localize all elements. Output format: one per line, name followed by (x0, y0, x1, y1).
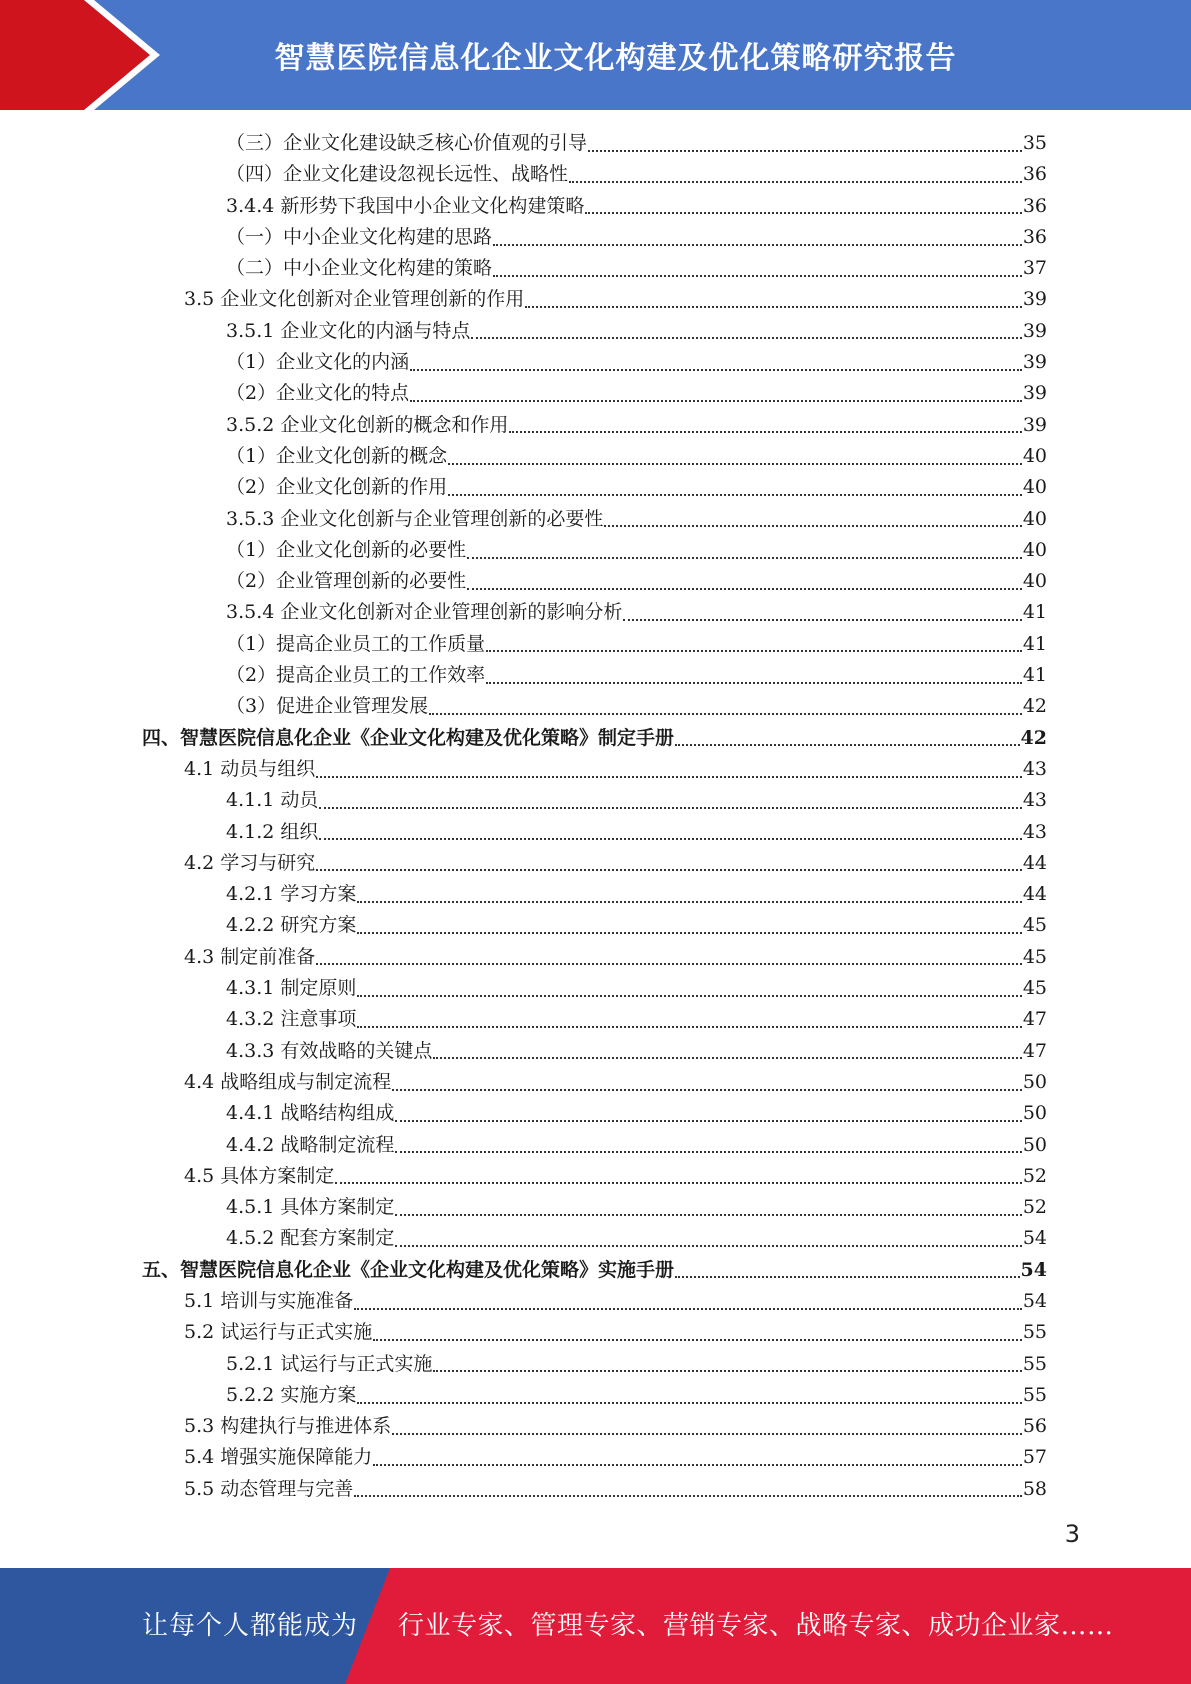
dot-leader (525, 306, 1022, 308)
toc-entry-page: 40 (1022, 507, 1047, 530)
toc-entry-title: 4.3 制定前准备 (184, 945, 316, 968)
dot-leader (467, 588, 1022, 590)
dot-leader (316, 869, 1022, 871)
toc-entry[interactable] (0, 1036, 1191, 1067)
toc-entry-page: 55 (1022, 1321, 1047, 1344)
toc-entry[interactable] (0, 347, 1191, 378)
toc-entry-page: 40 (1022, 476, 1047, 499)
toc-entry-title: （二）中小企业文化构建的策略 (226, 257, 493, 280)
toc-entry-page: 42 (1020, 726, 1047, 749)
toc-entry-page: 41 (1022, 664, 1047, 687)
toc-entry[interactable] (0, 316, 1191, 347)
footer-slogan-left: 让每个人都能成为 (142, 1611, 359, 1641)
footer-slogan-right: 行业专家、管理专家、营销专家、战略专家、成功企业家…… (398, 1611, 1114, 1641)
toc-entry-title: （三）企业文化建设缺乏核心价值观的引导 (226, 132, 588, 154)
dot-leader (357, 995, 1021, 997)
dot-leader (410, 369, 1022, 371)
dot-leader (316, 963, 1022, 965)
toc-entry[interactable] (0, 848, 1191, 879)
toc-entry-title: 4.2 学习与研究 (184, 851, 316, 874)
toc-entry-title: 五、智慧医院信息化企业《企业文化构建及优化策略》实施手册 (142, 1258, 675, 1281)
toc-entry-page: 40 (1022, 570, 1047, 593)
dot-leader (357, 1402, 1021, 1404)
toc-entry-page: 44 (1022, 883, 1047, 906)
toc-entry-page: 39 (1022, 413, 1047, 436)
toc-entry-title: 3.5 企业文化创新对企业管理创新的作用 (184, 288, 525, 311)
toc-entry[interactable] (0, 159, 1191, 190)
toc-entry-title: 4.1.1 动员 (226, 789, 319, 812)
dot-leader (433, 1057, 1021, 1059)
toc-entry-page: 50 (1022, 1070, 1047, 1093)
toc-entry[interactable] (0, 1317, 1191, 1348)
toc-entry[interactable] (0, 1067, 1191, 1098)
toc-entry[interactable] (0, 754, 1191, 785)
page-header (0, 0, 1191, 110)
toc-entry-page: 43 (1022, 789, 1047, 812)
toc-entry-title: 5.1 培训与实施准备 (184, 1289, 354, 1312)
toc-entry[interactable] (0, 1098, 1191, 1129)
dot-leader (392, 1433, 1022, 1435)
toc-entry-title: （3）促进企业管理发展 (226, 695, 429, 718)
toc-entry-title: 4.2.2 研究方案 (226, 914, 357, 937)
toc-entry[interactable] (0, 910, 1191, 941)
dot-leader (467, 557, 1022, 559)
toc-entry-page: 40 (1022, 538, 1047, 561)
toc-entry-page: 39 (1022, 382, 1047, 405)
toc-entry[interactable] (0, 973, 1191, 1004)
dot-leader (319, 838, 1021, 840)
toc-entry[interactable] (0, 128, 1191, 159)
toc-entry-page: 54 (1022, 1289, 1047, 1312)
toc-entry-page: 52 (1022, 1196, 1047, 1219)
toc-entry-page: 39 (1022, 351, 1047, 374)
toc-entry[interactable] (0, 785, 1191, 816)
toc-entry-title: （1）企业文化创新的必要性 (226, 538, 467, 561)
page-footer (0, 1568, 1191, 1684)
toc-entry-page: 36 (1022, 163, 1047, 186)
dot-leader (395, 1120, 1021, 1122)
toc-entry-page: 47 (1022, 1008, 1047, 1031)
toc-entry-title: 3.5.4 企业文化创新对企业管理创新的影响分析 (226, 601, 623, 624)
toc-entry-page: 45 (1022, 945, 1047, 968)
toc-entry[interactable] (0, 1442, 1191, 1473)
toc-entry-title: 4.3.2 注意事项 (226, 1008, 357, 1031)
dot-leader (354, 1308, 1022, 1310)
dot-leader (357, 901, 1021, 903)
dot-leader (588, 150, 1022, 152)
toc-entry-title: （1）企业文化的内涵 (226, 351, 410, 374)
dot-leader (623, 619, 1021, 621)
toc-entry-title: 3.4.4 新形势下我国中小企业文化构建策略 (226, 194, 585, 217)
dot-leader (410, 400, 1022, 402)
toc-entry[interactable] (0, 284, 1191, 315)
toc-entry[interactable] (0, 817, 1191, 848)
toc-entry[interactable] (0, 1255, 1191, 1286)
toc-entry-page: 39 (1022, 319, 1047, 342)
dot-leader (433, 1370, 1021, 1372)
toc-entry[interactable] (0, 1161, 1191, 1192)
toc-entry[interactable] (0, 535, 1191, 566)
toc-entry-title: （一）中小企业文化构建的思路 (226, 225, 493, 248)
dot-leader (675, 1276, 1020, 1278)
toc-entry-page: 55 (1022, 1352, 1047, 1375)
toc-entry-title: （2）企业文化的特点 (226, 382, 410, 405)
toc-entry[interactable] (0, 723, 1191, 754)
toc-entry-title: （2）企业管理创新的必要性 (226, 570, 467, 593)
toc-entry-title: 4.5.2 配套方案制定 (226, 1227, 395, 1250)
toc-entry-page: 50 (1022, 1102, 1047, 1125)
red-chevron-decoration (0, 0, 150, 110)
toc-entry[interactable] (0, 1223, 1191, 1254)
toc-entry-page: 36 (1022, 194, 1047, 217)
dot-leader (675, 744, 1020, 746)
toc-entry-title: 四、智慧医院信息化企业《企业文化构建及优化策略》制定手册 (142, 726, 675, 749)
toc-entry-page: 37 (1022, 257, 1047, 280)
toc-entry[interactable] (0, 191, 1191, 222)
toc-entry-title: 4.5 具体方案制定 (184, 1164, 335, 1187)
dot-leader (357, 932, 1021, 934)
dot-leader (335, 1182, 1022, 1184)
toc-entry-page: 42 (1022, 695, 1047, 718)
dot-leader (373, 1339, 1022, 1341)
toc-entry-page: 44 (1022, 851, 1047, 874)
toc-entry[interactable] (0, 629, 1191, 660)
dot-leader (569, 181, 1022, 183)
toc-entry[interactable] (0, 504, 1191, 535)
toc-entry-page: 52 (1022, 1164, 1047, 1187)
report-title: 智慧医院信息化企业文化构建及优化策略研究报告 (274, 41, 957, 76)
toc-entry-title: 5.2 试运行与正式实施 (184, 1321, 373, 1344)
toc-entry-page: 45 (1022, 977, 1047, 1000)
dot-leader (585, 212, 1021, 214)
toc-entry-page: 58 (1022, 1477, 1047, 1500)
toc-entry-page: 56 (1022, 1415, 1047, 1438)
toc-entry-title: 3.5.2 企业文化创新的概念和作用 (226, 413, 509, 436)
toc-entry[interactable] (0, 222, 1191, 253)
toc-entry-title: （2）提高企业员工的工作效率 (226, 664, 486, 687)
toc-entry[interactable] (0, 410, 1191, 441)
toc-entry-title: 4.1 动员与组织 (184, 757, 316, 780)
toc-entry-title: 5.2.2 实施方案 (226, 1383, 357, 1406)
dot-leader (486, 682, 1022, 684)
toc-entry-title: 4.3.3 有效战略的关键点 (226, 1039, 433, 1062)
toc-entry-title: 4.4.2 战略制定流程 (226, 1133, 395, 1156)
dot-leader (316, 776, 1022, 778)
toc-entry-title: 4.4.1 战略结构组成 (226, 1102, 395, 1125)
dot-leader (392, 1089, 1022, 1091)
toc-entry-page: 43 (1022, 757, 1047, 780)
dot-leader (486, 650, 1022, 652)
toc-entry[interactable] (0, 1380, 1191, 1411)
dot-leader (357, 1026, 1021, 1028)
toc-entry[interactable] (0, 472, 1191, 503)
toc-entry-title: 3.5.3 企业文化创新与企业管理创新的必要性 (226, 507, 604, 530)
toc-entry-page: 54 (1020, 1258, 1047, 1281)
dot-leader (471, 337, 1021, 339)
toc-entry[interactable] (0, 942, 1191, 973)
toc-entry-title: 4.1.2 组织 (226, 820, 319, 843)
toc-entry-title: （2）企业文化创新的作用 (226, 476, 448, 499)
toc-entry-title: 5.4 增强实施保障能力 (184, 1446, 373, 1469)
toc-entry-title: 5.3 构建执行与推进体系 (184, 1415, 392, 1438)
page-number: 3 (1064, 1520, 1080, 1548)
toc-entry-page: 36 (1022, 225, 1047, 248)
toc-entry-title: 4.2.1 学习方案 (226, 883, 357, 906)
toc-entry-title: （四）企业文化建设忽视长远性、战略性 (226, 163, 569, 186)
toc-entry-title: （1）企业文化创新的概念 (226, 444, 448, 467)
toc-entry-title: 5.2.1 试运行与正式实施 (226, 1352, 433, 1375)
toc-entry[interactable] (0, 1349, 1191, 1380)
dot-leader (604, 525, 1021, 527)
toc-entry-page: 57 (1022, 1446, 1047, 1469)
dot-leader (373, 1464, 1022, 1466)
toc-entry-page: 45 (1022, 914, 1047, 937)
toc-entry[interactable] (0, 597, 1191, 628)
toc-entry[interactable] (0, 1286, 1191, 1317)
toc-entry[interactable] (0, 1004, 1191, 1035)
toc-entry[interactable] (0, 1192, 1191, 1223)
dot-leader (448, 494, 1022, 496)
toc-entry[interactable] (0, 660, 1191, 691)
toc-entry[interactable] (0, 879, 1191, 910)
toc-entry-title: 4.5.1 具体方案制定 (226, 1196, 395, 1219)
toc-entry-title: 4.3.1 制定原则 (226, 977, 357, 1000)
dot-leader (509, 431, 1021, 433)
toc-entry[interactable] (0, 378, 1191, 409)
toc-entry[interactable] (0, 1411, 1191, 1442)
toc-entry-page: 41 (1022, 601, 1047, 624)
toc-entry-page: 35 (1022, 132, 1047, 154)
toc-entry-page: 47 (1022, 1039, 1047, 1062)
toc-entry-title: 5.5 动态管理与完善 (184, 1477, 354, 1500)
toc-entry-page: 39 (1022, 288, 1047, 311)
dot-leader (319, 807, 1021, 809)
toc-entry[interactable] (0, 253, 1191, 284)
dot-leader (493, 244, 1022, 246)
toc-entry[interactable] (0, 441, 1191, 472)
toc-entry-page: 43 (1022, 820, 1047, 843)
dot-leader (448, 463, 1022, 465)
dot-leader (395, 1245, 1021, 1247)
toc-entry[interactable] (0, 566, 1191, 597)
dot-leader (354, 1495, 1022, 1497)
toc-entry-page: 55 (1022, 1383, 1047, 1406)
toc-entry-title: 3.5.1 企业文化的内涵与特点 (226, 319, 471, 342)
toc-entry-page: 41 (1022, 632, 1047, 655)
toc-entry-title: 4.4 战略组成与制定流程 (184, 1070, 392, 1093)
dot-leader (493, 275, 1022, 277)
toc-entry[interactable] (0, 1474, 1191, 1505)
toc-entry-page: 54 (1022, 1227, 1047, 1250)
dot-leader (429, 713, 1022, 715)
toc-entry-page: 40 (1022, 444, 1047, 467)
table-of-contents (0, 128, 1191, 1505)
toc-entry-page: 50 (1022, 1133, 1047, 1156)
toc-entry[interactable] (0, 691, 1191, 722)
dot-leader (395, 1151, 1021, 1153)
toc-entry-title: （1）提高企业员工的工作质量 (226, 632, 486, 655)
toc-entry[interactable] (0, 1130, 1191, 1161)
dot-leader (395, 1214, 1021, 1216)
